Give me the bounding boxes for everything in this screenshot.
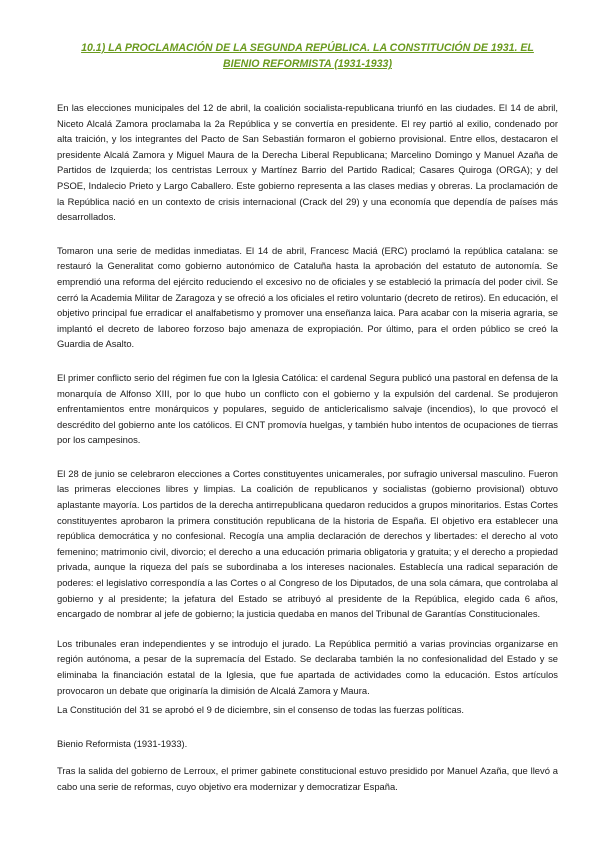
- section-heading-bienio: Bienio Reformista (1931-1933).: [57, 737, 188, 749]
- paragraph-tribunals: Los tribunales eran independientes y se introdujo el jurado. La República permitió a varias provincias organizarse en región autónoma, a pesar de la supremacía del Estado. Se declaraba también la no confesionalidad del Estado y se eliminaba la financiación estatal de la Iglesia, que fue apartada de actividades como la educación. Estos artículos provocaron un debate que originaría la dimisión de Alcalá Zamora y Maura.: [57, 637, 558, 696]
- paragraph-constituent-elections: El 28 de junio se celebraron elecciones a Cortes constituyentes unicamerales, por sufragio universal masculino. Fueron las primeras elecciones libres y limpias. La coalición de republicanos y socialistas (gobierno provisional) obtuvo aplastante mayoría. Los partidos de la derecha antirrepublicana quedaron reducidos a grupos minoritarios. Estas Cortes constituyentes aprobaron la primera constitución republicana de la historia de España. El objetivo era establecer una república democrática y no confesional. Recogía una amplia declaración de derechos y libertades: el derecho al voto femenino; matrimonio civil, divorcio; el derecho a una educación primaria obligatoria y gratuita; y el derecho a propiedad privada, aunque la riqueza del país se subordinaba a los intereses nacionales. Establecía una radical separación de poderes: el legislativo correspondía a las Cortes o al Congreso de los Diputados, de una sola cámara, que controlaba al gobierno y al presidente; la jefatura del Estado se atribuyó al presidente de la República, elegido cada 6 años, encargado de nombrar al jefe de gobierno; la justicia quedaba en manos del Tribunal de Garantías Constitucionales.: [57, 467, 558, 620]
- document-title: 10.1) LA PROCLAMACIÓN DE LA SEGUNDA REPÚBLICA. LA CONSTITUCIÓN DE 1931. EL BIENIO REFORMISTA (1931-1933): [81, 42, 534, 70]
- paragraph-azana-government: Tras la salida del gobierno de Lerroux, el primer gabinete constitucional estuvo presidido por Manuel Azaña, que llevó a cabo una serie de reformas, cuyo objetivo era modernizar y democratizar España.: [57, 765, 558, 792]
- paragraph-constitution-approval: La Constitución del 31 se aprobó el 9 de diciembre, sin el consenso de todas las fuerzas políticas.: [57, 704, 465, 716]
- paragraph-church-conflict: El primer conflicto serio del régimen fue con la Iglesia Católica: el cardenal Segura publicó una pastoral en defensa de la monarquía de Alfonso XIII, por lo que hubo un conflicto con el gobierno y la expulsión del cardenal. Se produjeron enfrentamientos entre monárquicos y populares, seguido de anticlericalismo salvaje (incendios), lo que provocó el descrédito del gobierno ante los católicos. El CNT promovía huelgas, y también hubo intentos de ocupaciones de tierras por los campesinos.: [57, 371, 558, 446]
- paragraph-proclamation: En las elecciones municipales del 12 de abril, la coalición socialista-republicana triunfó en las ciudades. El 14 de abril, Niceto Alcalá Zamora proclamaba la 2a República y se convertía en presidente. El rey partió al exilio, condenado por alta traición, y los integrantes del Pacto de San Sebastián formaron el gobierno provisional. Entre ellos, destacaron el presidente Alcalá Zamora y Miguel Maura de la Derecha Liberal Republicana; Marcelino Domingo y Manuel Azaña de Partidos de Izquierda; los centristas Lerroux y Martínez Barrio del Partido Radical; Casares Quiroga (ORGA); y del PSOE, Indalecio Prieto y Largo Caballero. Este gobierno representa a las clases medias y obreras. La proclamación de la República nació en un contexto de crisis internacional (Crack del 29) y una economía que dependía de países más desarrollados.: [57, 102, 558, 223]
- paragraph-immediate-measures: Tomaron una serie de medidas inmediatas. El 14 de abril, Francesc Maciá (ERC) proclamó la república catalana: se restauró la Generalitat como gobierno autonómico de Cataluña hasta la aprobación del estatuto de autonomía. Se emprendió una reforma del ejército reduciendo el excesivo no de oficiales y se estableció la primacía del poder civil. Se cerró la Academia Militar de Zaragoza y se ofreció a los oficiales el retiro voluntario (decreto de retiros). En educación, el objetivo principal fue erradicar el analfabetismo y promover una enseñanza laica. Para acabar con la miseria agraria, se implantó el decreto de laboreo forzoso bajo amenaza de expropiación. Por último, para el orden público se creó la Guardia de Asalto.: [57, 244, 558, 350]
